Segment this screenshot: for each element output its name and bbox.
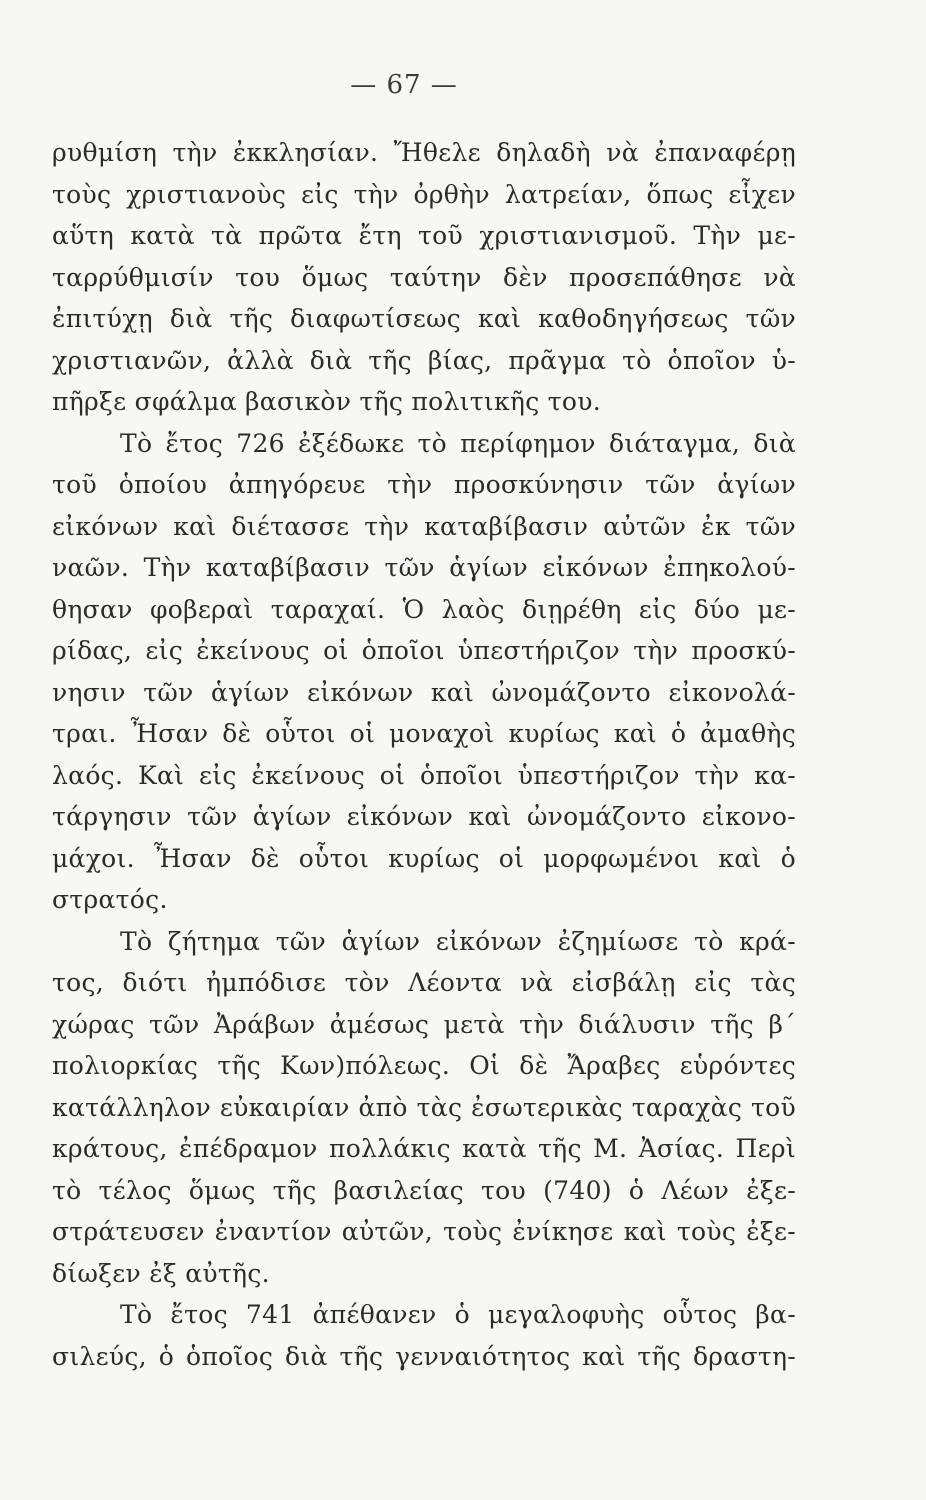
text-line: δίωξεν ἐξ αὐτῆς. [52,1258,270,1288]
text-line: τοῦ ὁποίου ἀπηγόρευε τὴν προσκύνησιν τῶν ἁγίων [52,470,796,499]
text-line: πολιορκίας τῆς Κων)πόλεως. Οἱ δὲ Ἄραβες εὑρόντες [52,1051,796,1080]
page-number: — 67 — [350,70,458,100]
text-line: ρυθμίση τὴν ἐκκλησίαν. Ἤθελε δηλαδὴ νὰ ἐπαναφέρῃ [52,138,796,167]
text-line: τραι. Ἦσαν δὲ οὗτοι οἱ μοναχοὶ κυρίως καὶ ὁ ἀμαθὴς [52,719,796,748]
text-line: ρίδας, εἰς ἐκείνους οἱ ὁποῖοι ὑπεστήριζον τὴν προσκύ- [52,636,796,665]
body-text [52,132,796,1377]
text-line: τοὺς χριστιανοὺς εἰς τὴν ὀρθὴν λατρείαν, ὅπως εἶχεν [52,179,796,209]
text-line: Τὸ ἔτος 741 ἀπέθανεν ὁ μεγαλοφυὴς οὗτος βα- [120,1300,796,1329]
text-line: αὕτη κατὰ τὰ πρῶτα ἔτη τοῦ χριστιανισμοῦ. Τὴν με- [52,221,796,250]
text-line: χώρας τῶν Ἀράβων ἀμέσως μετὰ τὴν διάλυσιν τῆς β΄ [52,1009,796,1039]
text-line: τάργησιν τῶν ἁγίων εἰκόνων καὶ ὠνομάζοντο εἰκονο- [52,802,796,831]
text-line: σιλεύς, ὁ ὁποῖος διὰ τῆς γενναιότητος καὶ τῆς δραστη- [52,1341,796,1371]
text-line: κατάλληλον εὐκαιρίαν ἀπὸ τὰς ἐσωτερικὰς ταραχὰς τοῦ [52,1092,796,1122]
text-line: εἰκόνων καὶ διέτασσε τὴν καταβίβασιν αὐτῶν ἐκ τῶν [52,511,796,541]
text-line: θησαν φοβεραὶ ταραχαί. Ὁ λαὸς διῃρέθη εἰς δύο με- [52,594,796,624]
text-line: κράτους, ἐπέδραμον πολλάκις κατὰ τῆς Μ. Ἀσίας. Περὶ [52,1134,796,1163]
text-line: ταρρύθμισίν του ὅμως ταύτην δὲν προσεπάθησε νὰ [52,262,796,292]
text-line: πῆρξε σφάλμα βασικὸν τῆς πολιτικῆς του. [52,387,601,416]
text-line: Τὸ ἔτος 726 ἐξέδωκε τὸ περίφημον διάταγμα, διὰ [120,428,796,458]
text-line: ναῶν. Τὴν καταβίβασιν τῶν ἁγίων εἰκόνων ἐπηκολού- [52,553,796,582]
text-line: ἐπιτύχῃ διὰ τῆς διαφωτίσεως καὶ καθοδηγήσεως τῶν [52,304,796,333]
text-line: στρατός. [52,885,168,914]
text-line: χριστιανῶν, ἀλλὰ διὰ τῆς βίας, πρᾶγμα τὸ ὁποῖον ὑ- [52,345,796,375]
text-line: τὸ τέλος ὅμως τῆς βασιλείας του (740) ὁ Λέων ἐξε- [52,1175,796,1205]
text-line: τος, διότι ἠμπόδισε τὸν Λέοντα νὰ εἰσβάλῃ εἰς τὰς [52,968,796,997]
text-line: στράτευσεν ἐναντίον αὐτῶν, τοὺς ἐνίκησε καὶ τοὺς ἐξε- [52,1217,796,1246]
text-line: λαός. Καὶ εἰς ἐκείνους οἱ ὁποῖοι ὑπεστήριζον τὴν κα- [52,760,796,790]
text-line: Τὸ ζήτημα τῶν ἁγίων εἰκόνων ἐζημίωσε τὸ κρά- [120,926,796,956]
text-line: μάχοι. Ἦσαν δὲ οὗτοι κυρίως οἱ μορφωμένοι καὶ ὁ [52,843,796,873]
text-line: νησιν τῶν ἁγίων εἰκόνων καὶ ὠνομάζοντο εἰκονολά- [52,677,796,707]
